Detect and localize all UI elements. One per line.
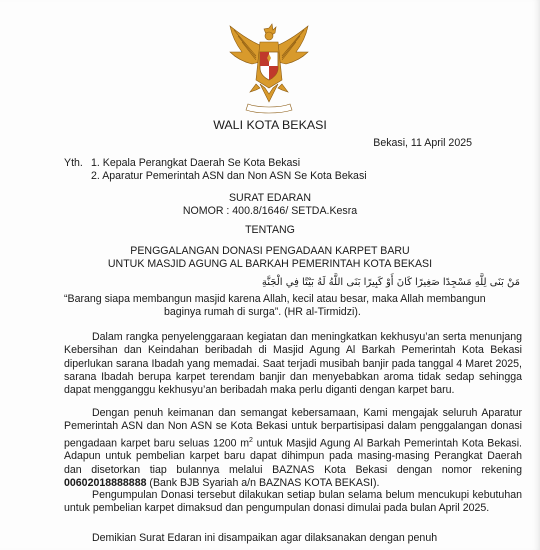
letter-number: NOMOR : 400.8/1646/ SETDA.Kesra [182,205,358,217]
body-paragraph-1: Dalam rangka penyelenggaraan kegiatan dan meningkatkan kekhusyu’an serta menunjang Kebersihan dan Keindahan beribadah di Masjid Agung Al Barkah Pemerintah Kota Bekasi diperlukan sarana Ibadah yang memadai. Saat terjadi musibah banjir pada tanggal 4 Maret 2025, sarana Ibadah berupa karpet terendam banjir dan menyebabkan aroma tidak sedap sehingga dapat mengganggu kekhusyu’an beribadah maka perlu diganti dengan karpet baru. [64,331,522,397]
account-number: 00602018888888 [64,477,147,490]
area-unit-superscript: 2 [249,436,253,444]
hadith-translation-line-2: baginya rumah di surga”. (HR al-Tirmidzi). [164,306,361,319]
recipient-item-2: 2. Aparatur Pemerintah ASN dan Non ASN Se Kota Bekasi [91,170,367,182]
subject-line-2: UNTUK MASJID AGUNG AL BARKAH PEMERINTAH KOTA BEKASI [107,258,433,270]
body-paragraph-2 [64,407,522,490]
paragraph-2-part-c: (Bank BJB Syariah a/n BAZNAS KOTA BEKASI). [146,477,380,490]
about-label: TENTANG [245,224,295,236]
body-paragraph-4: Demikian Surat Edaran ini disampaikan agar dilaksanakan dengan penuh [92,532,438,544]
paragraph-2-part-a: Dengan penuh keimanan dan semangat kebersamaan, Kami mengajak seluruh Aparatur Pemerintah ASN dan Non ASN se Kota Bekasi untuk berpartisipasi dalam penggalangan donasi pengadaan karpet baru seluas 1200 m [64,407,522,450]
hadith-translation-line-1: “Barang siapa membangun masjid karena Allah, kecil atau besar, maka Allah membangun [64,293,486,305]
hadith-translation [64,293,522,320]
hadith-arabic: مَنْ بَنَى لِلَّهِ مَسْجِدًا صَغِيرًا كَانَ أَوْ كَبِيرًا بَنَى اللَّهُ لَهُ بَيْتًا فِي الْجَنَّةِ [261,277,520,288]
body-paragraph-3: Pengumpulan Donasi tersebut dilakukan setiap bulan selama belum mencukupi kebutuhan untuk pembelian karpet dimaksud dan pengumpulan donasi dimulai pada bulan April 2025. [64,489,522,515]
recipient-item-1: 1. Kepala Perangkat Daerah Se Kota Bekasi [91,157,301,169]
garuda-emblem-icon [226,22,312,114]
paragraph-2-part-b: untuk Masjid Agung Al Barkah Pemerintah Kota Bekasi. Adapun untuk pembelian karpet baru dapat dihimpun pada masing-masing Perangkat Daerah dan disetorkan tiap bulannya melalui BAZNAS Kota Bekasi dengan nomor rekening [64,437,522,476]
subject-line-1: PENGGALANGAN DONASI PENGADAAN KARPET BARU [130,245,410,257]
letter-date: Bekasi, 11 April 2025 [373,137,472,149]
letter-type: SURAT EDARAN [228,192,312,204]
letterhead-title: WALI KOTA BEKASI [213,118,327,132]
recipient-prefix: Yth. [64,157,83,169]
